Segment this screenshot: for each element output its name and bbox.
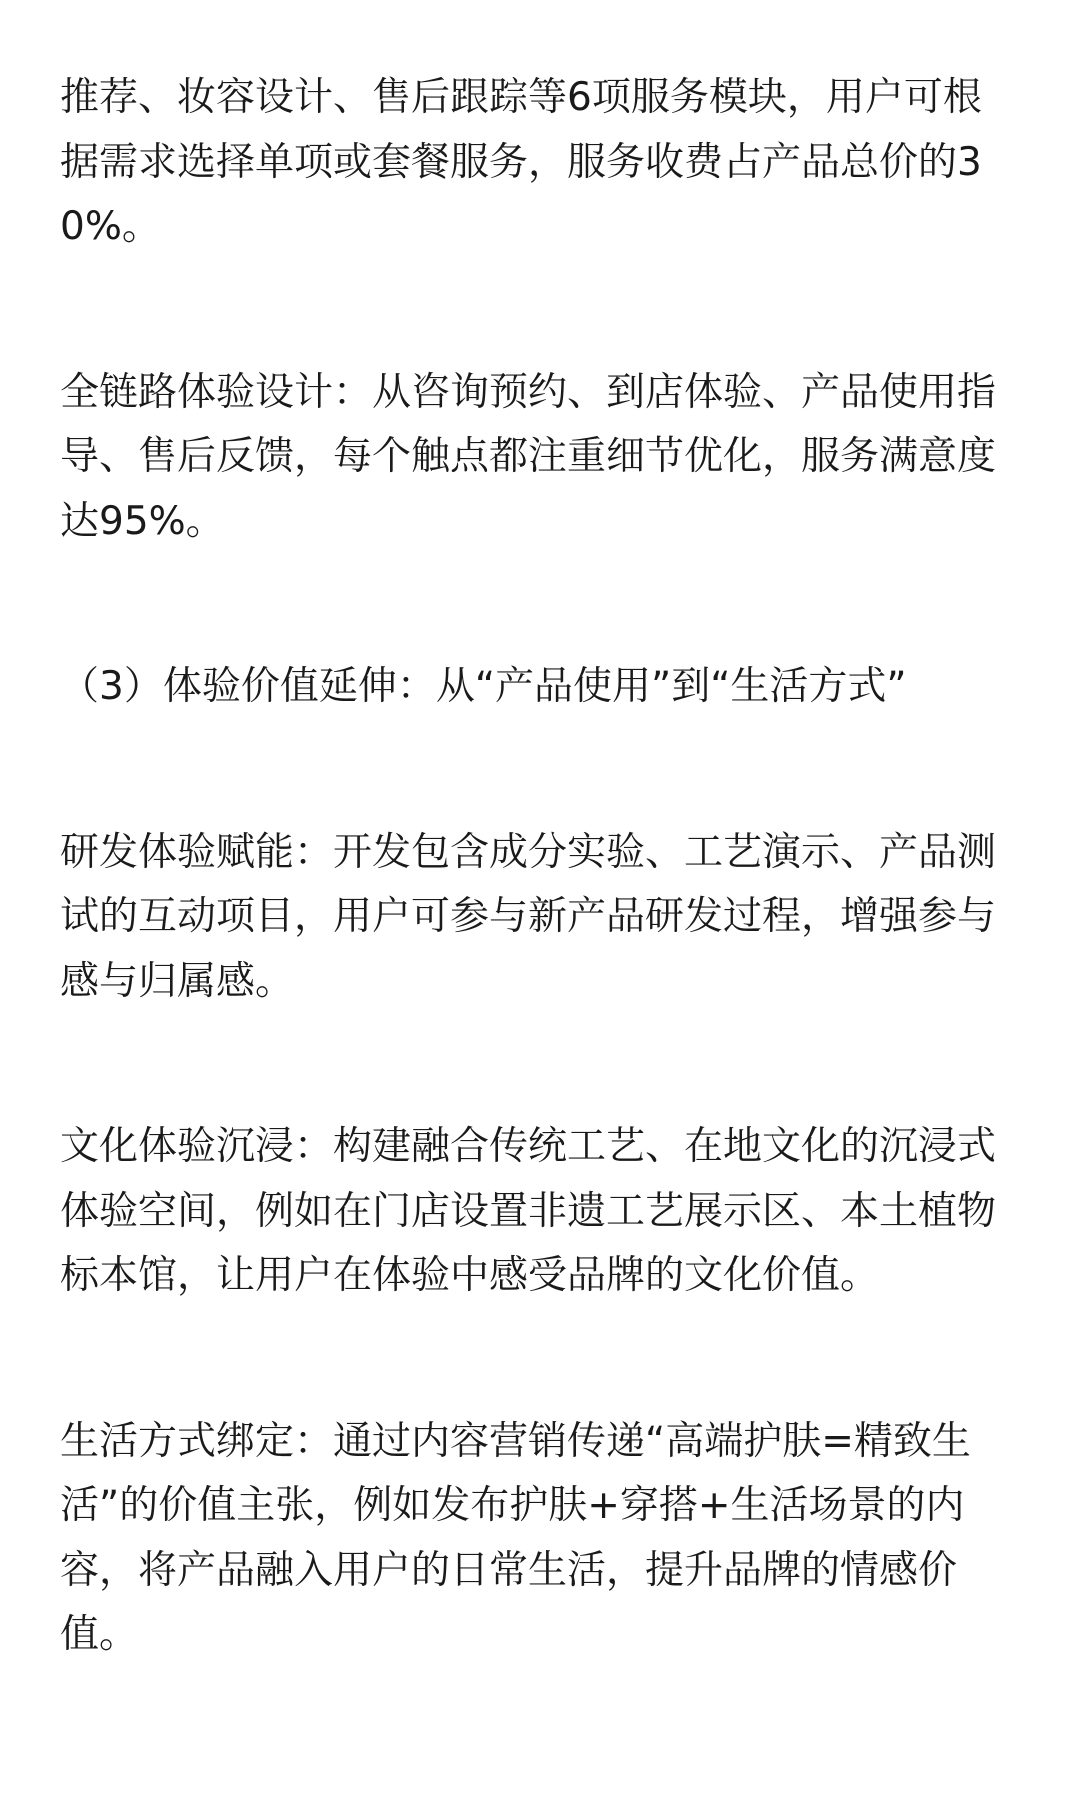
text-line: 研发体验赋能：开发包含成分实验、工艺演示、产品测 xyxy=(60,829,997,875)
text-line: 生活方式绑定：通过内容营销传递“高端护肤=精致生 xyxy=(60,1418,971,1464)
paragraph-spacer xyxy=(60,720,1020,821)
text-line: 全链路体验设计：从咨询预约、到店体验、产品使用指 xyxy=(60,369,997,415)
paragraph-service-modules xyxy=(60,66,1020,260)
paragraph-spacer xyxy=(60,1309,1020,1410)
text-line: 据需求选择单项或套餐服务，服务收费占产品总价的3 xyxy=(60,139,982,185)
paragraph-spacer xyxy=(60,554,1020,655)
paragraph-full-chain-experience xyxy=(60,361,1020,555)
text-line: 推荐、妆容设计、售后跟踪等6项服务模块，用户可根 xyxy=(60,75,982,120)
paragraph-lifestyle-binding xyxy=(60,1410,1020,1668)
text-line: 体验空间，例如在门店设置非遗工艺展示区、本土植物 xyxy=(60,1188,997,1234)
text-line: 活”的价值主张，例如发布护肤+穿搭+生活场景的内 xyxy=(60,1483,965,1528)
paragraph-spacer xyxy=(60,1014,1020,1115)
text-line: 试的互动项目，用户可参与新产品研发过程，增强参与 xyxy=(60,894,997,939)
heading-line: （3）体验价值延伸：从“产品使用”到“生活方式” xyxy=(60,664,907,709)
text-line: 文化体验沉浸：构建融合传统工艺、在地文化的沉浸式 xyxy=(60,1124,997,1169)
paragraph-spacer xyxy=(60,260,1020,361)
article-body xyxy=(60,66,1020,1668)
text-line: 感与归属感。 xyxy=(60,958,295,1004)
paragraph-culture-immersion xyxy=(60,1115,1020,1309)
text-line: 导、售后反馈，每个触点都注重细节优化，服务满意度 xyxy=(60,434,997,479)
text-line: 达95%。 xyxy=(60,498,225,544)
text-line: 0%。 xyxy=(60,204,161,249)
section-heading xyxy=(60,655,1020,720)
paragraph-rnd-experience xyxy=(60,821,1020,1015)
text-line: 值。 xyxy=(60,1612,139,1657)
text-line: 容，将产品融入用户的日常生活，提升品牌的情感价 xyxy=(60,1547,958,1593)
text-line: 标本馆，让用户在体验中感受品牌的文化价值。 xyxy=(60,1253,880,1298)
